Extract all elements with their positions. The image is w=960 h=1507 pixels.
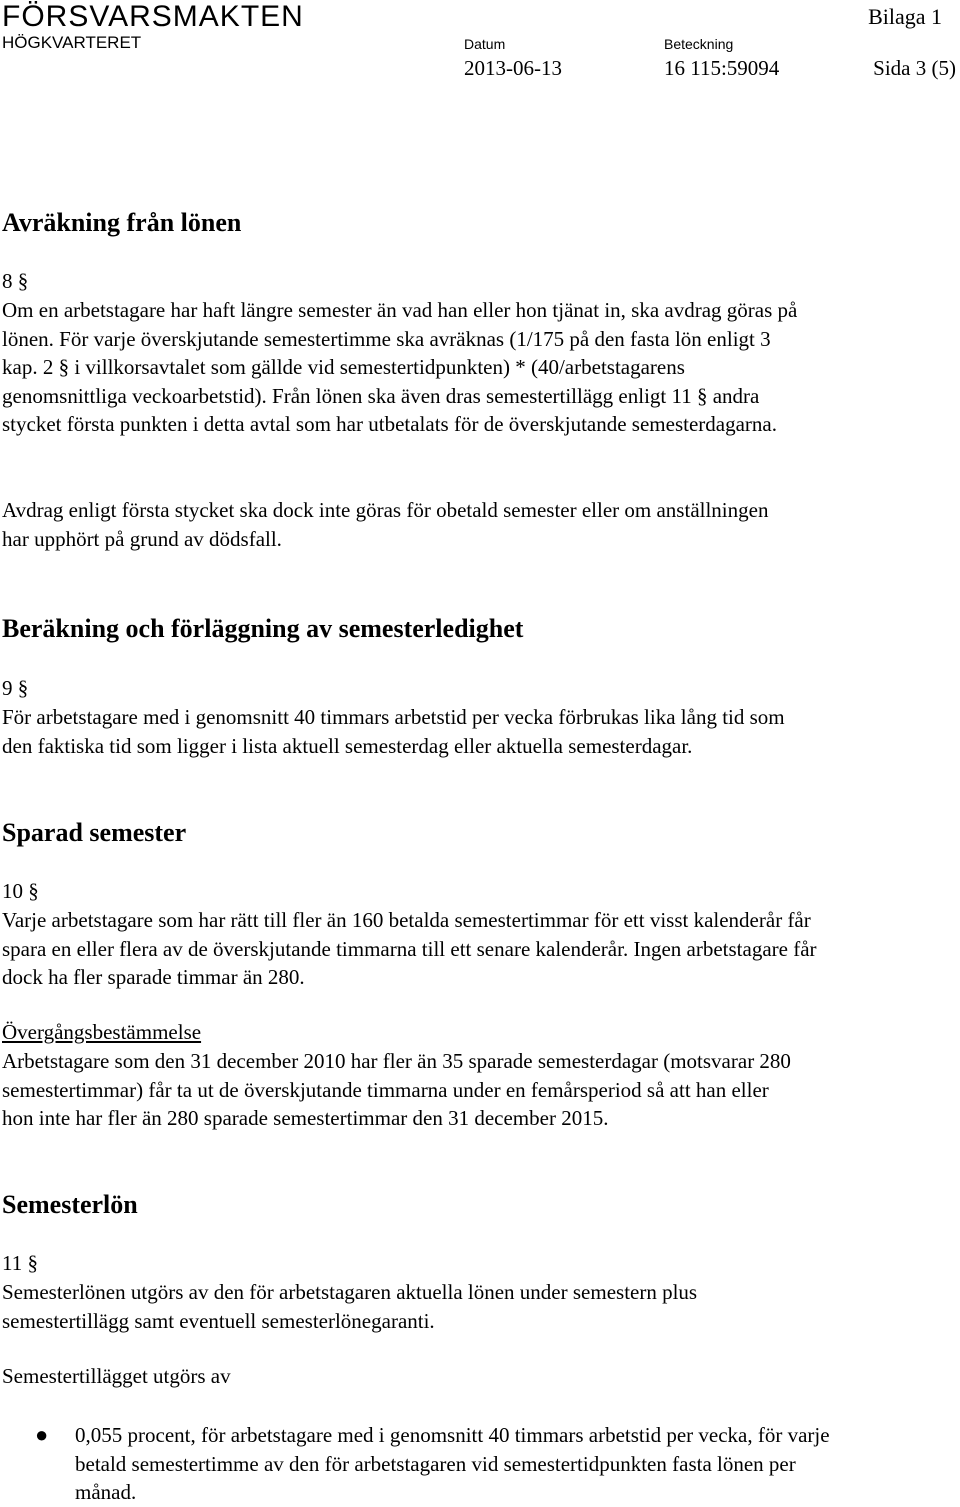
paragraph-11-lead-in: Semestertillägget utgörs av bbox=[2, 1364, 231, 1388]
paragraph-8-text: Om en arbetstagare har haft längre semester än vad han eller hon tjänat in, ska avdrag göras på lönen. För varje överskjutande semestertimme ska avräknas (1/175 på den fasta lön enligt 3 kap. 2 § i villkorsavtalet som gällde vid semestertidpunkten) * (40/arbetstagarens genomsnittliga veckoarbetstid). Från lönen ska även dras semestertillägg enligt 11 § andra stycket första punkten i detta avtal som har utbetalats för de överskjutande semesterdagarna. bbox=[2, 298, 798, 437]
section-heading-sparad-semester: Sparad semester bbox=[2, 818, 187, 847]
section-heading-berakning: Beräkning och förläggning av semesterledighet bbox=[2, 614, 524, 643]
org-unit: HÖGKVARTERET bbox=[2, 33, 142, 52]
section-heading-semesterlon: Semesterlön bbox=[2, 1190, 138, 1219]
bullet-icon: ● bbox=[35, 1422, 49, 1447]
paragraph-number-10: 10 § bbox=[2, 879, 39, 903]
subheading-overgangsbestammelse: Övergångsbestämmelse bbox=[2, 1020, 202, 1044]
paragraph-9-text: För arbetstagare med i genomsnitt 40 timmars arbetstid per vecka förbrukas lika lång tid som den faktiska tid som ligger i lista aktuell semesterdag eller aktuella semesterdagar. bbox=[2, 705, 785, 758]
paragraph-number-8: 8 § bbox=[2, 269, 29, 293]
transitional-provision-text: Arbetstagare som den 31 december 2010 har fler än 35 sparade semesterdagar (motsvarar 280 semestertimmar) får ta ut de överskjutande timmarna under en femårsperiod så att han eller hon inte har fler än 280 sparade semestertimmar den 31 december 2015. bbox=[2, 1049, 791, 1131]
date-label: Datum bbox=[464, 36, 506, 52]
org-logo-text: FÖRSVARSMAKTEN bbox=[2, 0, 304, 33]
attachment-label: Bilaga 1 bbox=[868, 4, 942, 29]
paragraph-8-second: Avdrag enligt första stycket ska dock inte göras för obetald semester eller om anställningen har upphört på grund av dödsfall. bbox=[2, 498, 769, 551]
paragraph-10-text: Varje arbetstagare som har rätt till fler än 160 betalda semestertimmar för ett visst kalenderår får spara en eller flera av de överskjutande timmarna till ett senare kalenderår. Ingen arbetstagare får dock ha fler sparade timmar än 280. bbox=[2, 908, 817, 990]
paragraph-11-text: Semesterlönen utgörs av den för arbetstagaren aktuella lönen under semestern plus semestertillägg samt eventuell semesterlönegaranti. bbox=[2, 1280, 698, 1333]
reference-value: 16 115:59094 bbox=[664, 56, 780, 80]
paragraph-number-9: 9 § bbox=[2, 676, 29, 700]
page-number: Sida 3 (5) bbox=[873, 56, 956, 80]
section-heading-avrakning: Avräkning från lönen bbox=[2, 208, 242, 237]
list-item-text: 0,055 procent, för arbetstagare med i genomsnitt 40 timmars arbetstid per vecka, för varje betald semestertimme av den för arbetstagaren vid semestertidpunkten fasta lönen per månad. bbox=[75, 1423, 830, 1505]
reference-label: Beteckning bbox=[664, 36, 734, 52]
paragraph-number-11: 11 § bbox=[2, 1251, 38, 1275]
date-value: 2013-06-13 bbox=[464, 56, 562, 80]
